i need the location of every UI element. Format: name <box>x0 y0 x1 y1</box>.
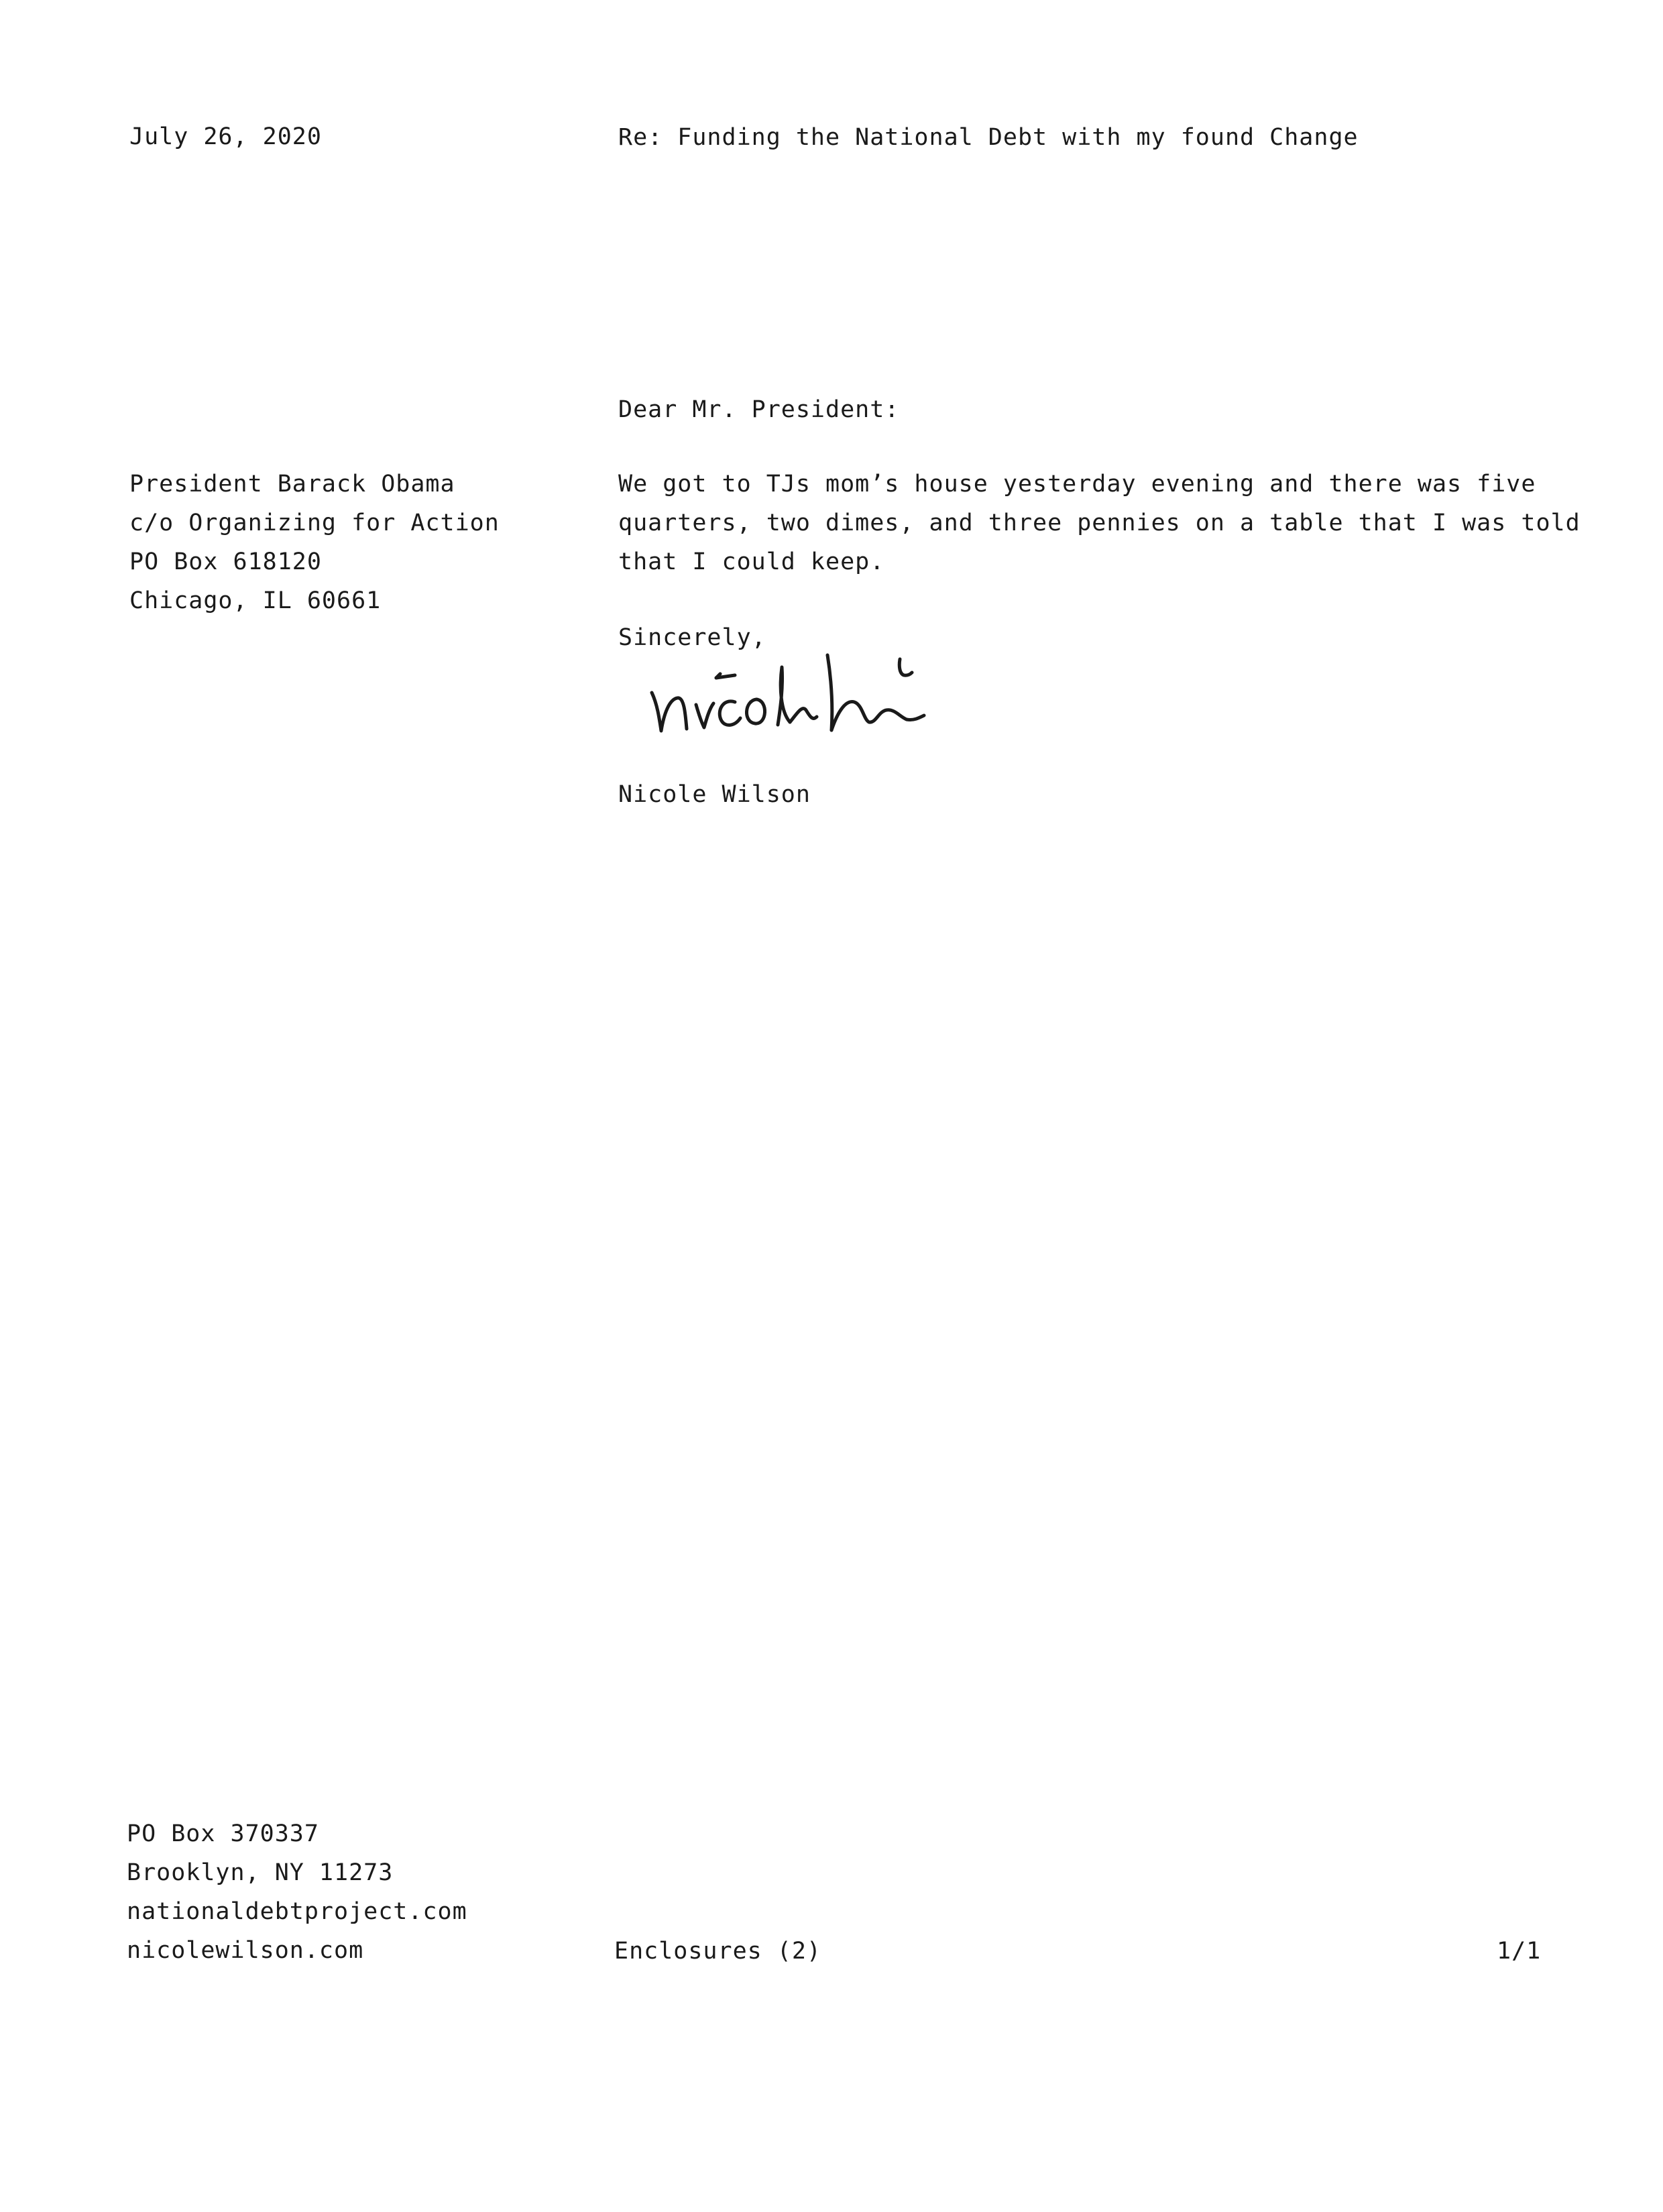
recipient-line: c/o Organizing for Action <box>129 510 500 536</box>
sender-line: nicolewilson.com <box>127 1937 364 1964</box>
body-line: that I could keep. <box>618 548 885 575</box>
body-line: quarters, two dimes, and three pennies on a table that I was told <box>618 510 1581 536</box>
recipient-address <box>129 465 500 620</box>
sender-address <box>127 1814 467 1970</box>
letter-salutation: Dear Mr. President: <box>618 396 900 423</box>
letter-date: July 26, 2020 <box>129 123 322 150</box>
enclosures-note: Enclosures (2) <box>614 1938 822 1965</box>
sender-line: nationaldebtproject.com <box>127 1898 467 1925</box>
signer-name: Nicole Wilson <box>618 781 811 808</box>
recipient-line: Chicago, IL 60661 <box>129 587 382 614</box>
letter-subject: Re: Funding the National Debt with my found Change <box>618 124 1359 151</box>
recipient-line: PO Box 618120 <box>129 548 322 575</box>
letter-closing: Sincerely, <box>618 624 766 651</box>
sender-line: PO Box 370337 <box>127 1820 319 1847</box>
letter-body <box>618 465 1581 581</box>
sender-line: Brooklyn, NY 11273 <box>127 1859 394 1886</box>
recipient-line: President Barack Obama <box>129 471 455 498</box>
handwritten-signature <box>637 647 945 748</box>
body-line: We got to TJs mom’s house yesterday evening and there was five <box>618 471 1536 498</box>
page-number: 1/1 <box>1497 1938 1542 1965</box>
